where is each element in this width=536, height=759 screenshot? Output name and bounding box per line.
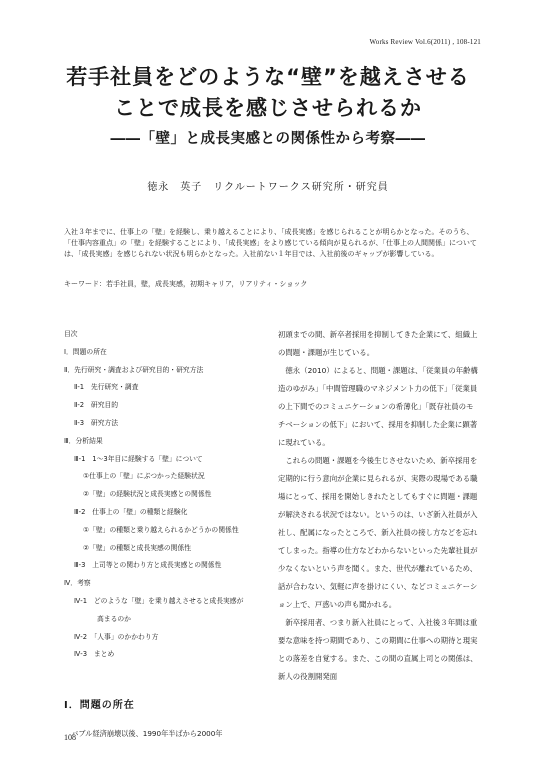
abstract: 入社３年までに、仕事上の「壁」を経験し、乗り越えることにより、「成長実感」を感じられることが明らかとなった。そのうち、「仕事内容重点」の「壁」を経験することにより、「成長実感」をより感じている傾向が見られるが、「仕事上の人間関係」については、「成長実感」を感じられない状況も明らかとなった。入社前ない１年目では、入社前後のギャップが影響している。 <box>64 228 477 258</box>
body-paragraph: 新卒採用者、つまり新入社員にとって、入社後３年間は重要な意味を持つ期間であり、この期間に仕事への期待と現実との落差を自覚する。また、この間の直属上司との関係は、新人の役割開発面 <box>278 618 478 681</box>
body-paragraph: 初頭までの間、新卒者採用を抑制してきた企業にて、組織上の問題・課題が生じている。 <box>278 330 478 357</box>
journal-reference: Works Review Vol.6(2011) , 108-121 <box>369 38 481 46</box>
paper-subtitle: ――「壁」と成長実感との関係性から考察―― <box>110 131 426 147</box>
paper-title <box>0 62 536 124</box>
toc-item: ①仕事上の「壁」にぶつかった経験状況 <box>83 472 205 481</box>
author-line: 徳永 英子 リクルートワークス研究所・研究員 <box>147 182 389 193</box>
toc-item: Ⅱ．先行研究・調査および研究目的・研究方法 <box>64 365 204 374</box>
title-line-1: 若手社員をどのような“壁”を越えさせる <box>66 65 470 89</box>
page-number: 108 <box>64 733 76 742</box>
table-of-contents <box>64 326 264 664</box>
body-paragraph: これらの問題・課題を今後生じさせないため、新卒採用を定期的に行う意向が企業に見られるが、実際の現場である職場にとって、採用を開始しきれたとしてもすぐに問題・課題が解決される状況ではない。というのは、いざ新入社員が入社し、配属になったところで、新入社員の接し方などを忘れてしまった。指導の仕方などわからないといった先輩社員が少なくないという声を聞く。また、世代が離れているため、話が合わない、気軽に声を掛けにくい、などコミュニケーション上で、戸惑いの声も聞かれる。 <box>278 456 478 609</box>
toc-item: Ⅱ-2 研究目的 <box>74 401 119 410</box>
toc-item: Ⅲ-3 上司等との関わり方と成長実感との関係性 <box>74 561 222 570</box>
body-text-right-column <box>278 326 478 686</box>
toc-item: Ⅲ-1 1～3年目に経験する「壁」について <box>74 454 203 463</box>
title-line-2: ことで成長を感じさせられるか <box>114 96 422 120</box>
body-paragraph: バブル経済崩壊以後、1990年半ばから2000年 <box>71 729 223 738</box>
toc-item: Ⅳ-2 「人事」のかかわり方 <box>74 632 159 641</box>
toc-item: Ⅳ-3 まとめ <box>74 650 115 659</box>
toc-item: ②「壁」の種類と成長実感の関係性 <box>83 543 192 552</box>
keywords: キーワード：若手社員，壁，成長実感，初期キャリア，リアリティ・ショック <box>64 280 308 288</box>
toc-item: 高まるのか <box>97 614 131 623</box>
toc-item: Ⅲ-2 仕事上の「壁」の種類と経験化 <box>74 507 188 516</box>
toc-item: ②「壁」の経験状況と成長実感との関係性 <box>83 490 212 499</box>
toc-item: Ⅱ-1 先行研究・調査 <box>74 383 139 392</box>
section-heading: Ⅰ．問題の所在 <box>64 700 135 711</box>
body-paragraph: 徳永（2010）によると、問題・課題は、「従業員の年齢構造のゆがみ」「中間管理職のマネジメント力の低下」「従業員の上下間でのコミュニケーションの希薄化」「既存社員のモチベーションの低下」において、採用を抑制した企業に顕著に現れている。 <box>278 366 478 447</box>
toc-item: Ⅱ-3 研究方法 <box>74 418 119 427</box>
toc-item: Ⅲ．分析結果 <box>64 436 103 445</box>
toc-item: Ⅳ．考察 <box>64 579 91 588</box>
toc-item: ①「壁」の種類と乗り越えられるかどうかの関係性 <box>83 525 239 534</box>
toc-item: Ⅰ．問題の所在 <box>64 347 107 356</box>
toc-item: Ⅳ-1 どのような「壁」を乗り越えさせると成長実感が <box>74 596 244 605</box>
toc-item: 目次 <box>64 330 78 338</box>
